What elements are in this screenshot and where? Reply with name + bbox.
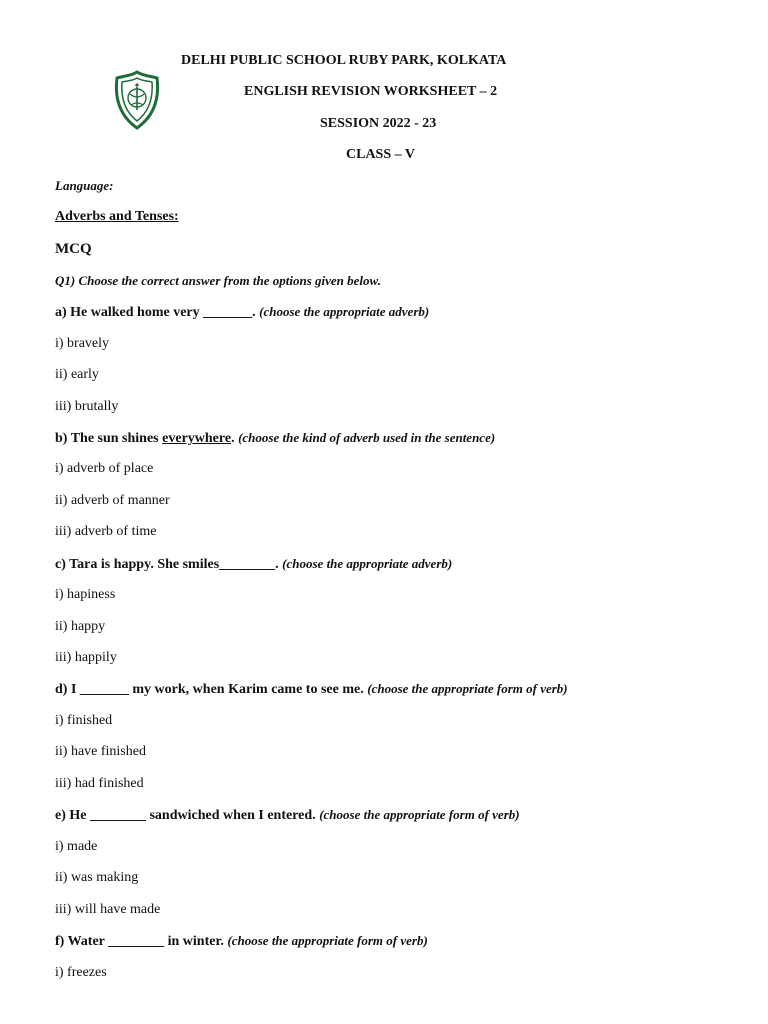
option: ii) was making [55, 870, 139, 885]
option: ii) adverb of manner [55, 493, 170, 508]
option: i) adverb of place [55, 461, 154, 476]
question-f [55, 932, 428, 951]
option: iii) happily [55, 650, 117, 665]
option: iii) had finished [55, 776, 144, 791]
school-crest-logo [113, 70, 161, 130]
option: iii) will have made [55, 902, 161, 917]
question-stem: c) Tara is happy. She smiles________. [55, 557, 279, 572]
class-label: CLASS – V [346, 147, 415, 162]
option: ii) have finished [55, 744, 146, 759]
question-hint: (choose the appropriate form of verb) [319, 807, 520, 822]
option: ii) happy [55, 619, 106, 634]
section-topic: Adverbs and Tenses: [55, 209, 179, 224]
question-stem: e) He ________ sandwiched when I entered. [55, 808, 316, 823]
question-stem: d) I _______ my work, when Karim came to see me. [55, 682, 364, 697]
question-b [55, 429, 495, 448]
question-c [55, 555, 452, 574]
question-a [55, 303, 429, 322]
question-e [55, 806, 520, 825]
option: i) bravely [55, 336, 110, 351]
worksheet-title: ENGLISH REVISION WORKSHEET – 2 [244, 84, 498, 99]
question-hint: (choose the appropriate form of verb) [227, 933, 428, 948]
option: i) made [55, 839, 98, 854]
question-hint: (choose the appropriate adverb) [259, 304, 430, 319]
option: i) hapiness [55, 587, 116, 602]
section-type: MCQ [55, 241, 92, 257]
question-hint: (choose the appropriate adverb) [282, 556, 453, 571]
q1-instruction: Q1) Choose the correct answer from the options given below. [55, 273, 381, 288]
option: i) freezes [55, 965, 107, 980]
option: i) finished [55, 713, 113, 728]
question-stem: f) Water ________ in winter. [55, 934, 224, 949]
option: ii) early [55, 367, 99, 382]
school-name: DELHI PUBLIC SCHOOL RUBY PARK, KOLKATA [181, 53, 507, 68]
option: iii) adverb of time [55, 524, 157, 539]
question-d [55, 680, 568, 699]
section-language: Language: [55, 178, 114, 193]
question-hint: (choose the appropriate form of verb) [367, 681, 568, 696]
question-stem-underlined: everywhere [162, 431, 232, 446]
question-stem-end: . [231, 431, 235, 446]
question-stem: a) He walked home very _______. [55, 305, 256, 320]
session-label: SESSION 2022 - 23 [320, 116, 437, 131]
question-hint: (choose the kind of adverb used in the sentence) [238, 430, 496, 445]
question-stem: b) The sun shines [55, 431, 163, 446]
option: iii) brutally [55, 399, 119, 414]
